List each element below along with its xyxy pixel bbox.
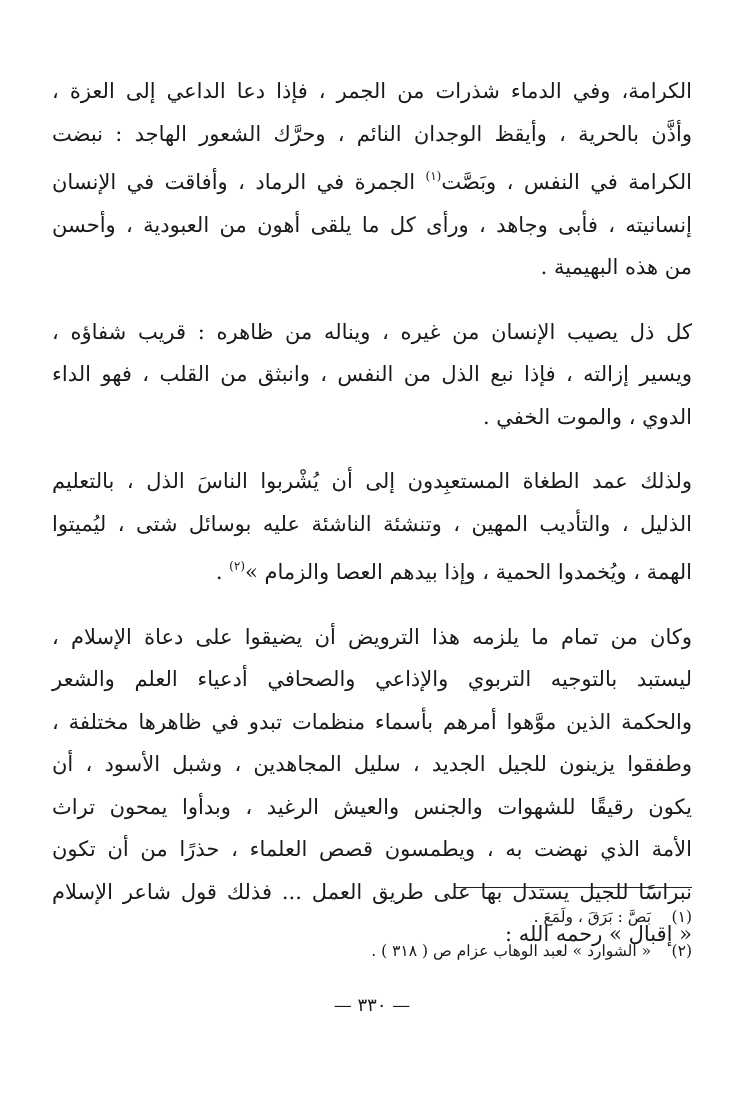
text-line: الأمة الذي نهضت به ، ويطمسون قصص العلماء ، حذرًا من أن تكون (52, 837, 692, 861)
footnote-separator (454, 887, 692, 888)
book-page (52, 0, 692, 1097)
footnote-number: (٢) (671, 942, 692, 960)
text-line: من هذه البهيمية . (540, 255, 692, 279)
text-line: وطفقوا يزينون للجيل الجديد ، سليل المجاهدين ، وشبل الأسود ، أن (52, 752, 692, 776)
text-line (52, 545, 692, 594)
footnotes (52, 900, 692, 968)
text-line: وأذَّن بالحرية ، وأيقظ الوجدان النائم ، وحرَّك الشعور الهاجد : نبضت (52, 121, 692, 146)
footnote-2 (52, 934, 692, 968)
text-segment: الكرامة في النفس ، وبَصَّت (441, 170, 692, 194)
text-line (52, 155, 692, 204)
text-line: « إقبال » رحمه الله : (505, 922, 692, 946)
main-text (52, 70, 692, 956)
footnote-text: « الشوارد » لعبد الوهاب عزام ص ( ٣١٨ ) . (371, 942, 652, 960)
text-line: الذليل ، والتأديب المهين ، وتنشئة الناشئة عليه بوسائل شتى ، ليُميتوا (52, 511, 692, 536)
text-line: ليستبد بالتوجيه التربوي والإذاعي والصحافي أدعياء العلم والشعر (52, 667, 692, 691)
footnote-number: (١) (671, 908, 692, 926)
text-line: ولذلك عمد الطغاة المستعبِدون إلى أن يُشْربوا الناسَ الذل ، بالتعليم (52, 469, 692, 493)
footnote-text: بَصَّ : بَرَقَ ، ولَمَعَ . (533, 908, 652, 926)
text-segment: . (215, 560, 230, 584)
text-line: والحكمة الذين موَّهوا أمرهم بأسماء منظمات تبدو في ظاهرها مختلفة ، (52, 709, 692, 734)
text-line: وكان من تمام ما يلزمه هذا الترويض أن يضيقوا على دعاة الإسلام ، (52, 624, 692, 649)
text-line: كل ذل يصيب الإنسان من غيره ، ويناله من ظاهره : قريب شفاؤه ، (52, 319, 692, 344)
text-segment: الجمرة في الرماد ، وأفاقت في الإنسان (52, 170, 416, 194)
page-number: — ٣٣٠ — (333, 995, 411, 1016)
text-line: الدوي ، والموت الخفي . (482, 404, 692, 429)
text-line: نبراسًا للجيل يستدل بها على طريق العمل ... فذلك قول شاعر الإسلام (52, 879, 692, 904)
text-line: إنسانيته ، فأبى وجاهد ، ورأى كل ما يلقى أهون من العبودية ، وأحسن (52, 212, 692, 237)
footnote-1 (52, 900, 692, 934)
footnote-ref-2[interactable]: (٢) (229, 559, 245, 573)
text-line: الكرامة، وفي الدماء شذرات من الجمر ، فإذا دعا الداعي إلى العزة ، (52, 79, 692, 103)
paragraph-3 (52, 460, 692, 594)
paragraph-1 (52, 70, 692, 289)
text-line: يكون رقيقًا للشهوات والجنس والعيش الرغيد ، وبدأوا يمحون تراث (52, 794, 692, 819)
text-line: ويسير إزالته ، فإذا نبع الذل من النفس ، وانبثق من القلب ، فهو الداء (52, 362, 692, 386)
paragraph-2 (52, 311, 692, 439)
text-segment: الهمة ، ويُخمدوا الحمية ، وإذا بيدهم العصا والزمام » (245, 560, 692, 584)
footnote-ref-1[interactable]: (١) (425, 169, 442, 183)
